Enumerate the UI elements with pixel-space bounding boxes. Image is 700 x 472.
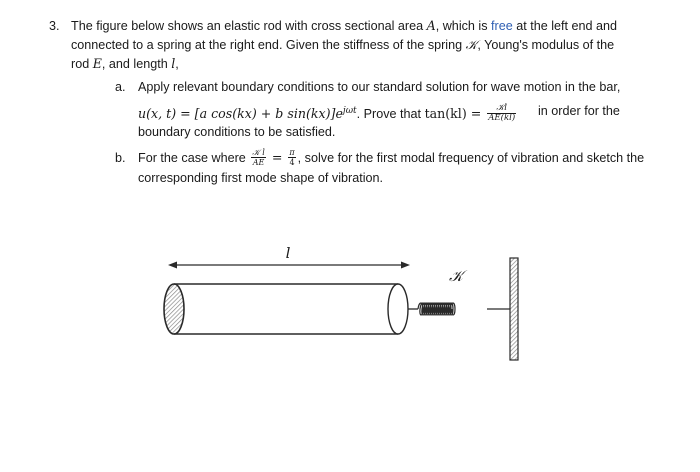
symbol-area: A: [426, 18, 436, 33]
tan-fraction-numerator: 𝒦l: [487, 104, 516, 114]
elastic-rod: [164, 284, 408, 334]
intro-text: ,: [175, 57, 179, 71]
tan-fraction-denominator: AE(kl): [488, 113, 516, 124]
symbol-stiffness: 𝒦: [465, 37, 478, 52]
part-b-text: , solve for the first modal frequency of vibration and sketch the: [297, 151, 645, 165]
wave-solution-exponent: jωt: [342, 106, 357, 116]
intro-text: , Young's modulus of the: [477, 38, 615, 52]
spring: [408, 303, 510, 315]
rod-left-end-hatched: [164, 284, 184, 334]
free-highlight: free: [491, 19, 513, 33]
fraction-numerator: π: [289, 148, 295, 158]
length-label: l: [285, 244, 291, 262]
equals-sign: =: [267, 150, 287, 165]
fraction-numerator: 𝒦 l: [252, 148, 265, 158]
part-b-line-2: corresponding first mode shape of vibration.: [138, 171, 384, 185]
fraction-denominator: AE: [252, 158, 265, 168]
spring-label: 𝒦: [449, 267, 463, 285]
part-a-line-1: Apply relevant boundary conditions to our standard solution for wave motion in the bar,: [138, 80, 621, 94]
intro-text: rod: [71, 57, 93, 71]
intro-text: connected to a spring at the right end. Given the stiffness of the spring: [71, 38, 466, 52]
part-a-label: a.: [115, 80, 126, 94]
prove-text: . Prove that: [356, 107, 425, 122]
problem-number: 3.: [49, 19, 60, 33]
intro-text: The figure below shows an elastic rod with cross sectional area: [71, 19, 427, 33]
intro-text: , which is: [435, 19, 492, 33]
fraction-denominator: 4: [289, 158, 295, 168]
tan-equation: tan(kl) =: [424, 106, 486, 122]
intro-text: , and length: [101, 57, 172, 71]
part-a-tail: in order for the: [538, 104, 620, 118]
intro-text: at the left end and: [512, 19, 618, 33]
wave-solution-equation: u(x, t) = [a cos(kx) + b sin(kx)]e: [138, 106, 343, 122]
symbol-length: l: [171, 56, 176, 71]
length-dimension-arrow: [168, 262, 410, 269]
part-b-label: b.: [115, 151, 126, 165]
symbol-youngs-modulus: E: [92, 56, 102, 71]
rod-right-end: [388, 284, 408, 334]
part-a-line-3: boundary conditions to be satisfied.: [138, 125, 336, 139]
fixed-wall: [510, 258, 518, 360]
part-b-text: For the case where: [138, 151, 250, 165]
